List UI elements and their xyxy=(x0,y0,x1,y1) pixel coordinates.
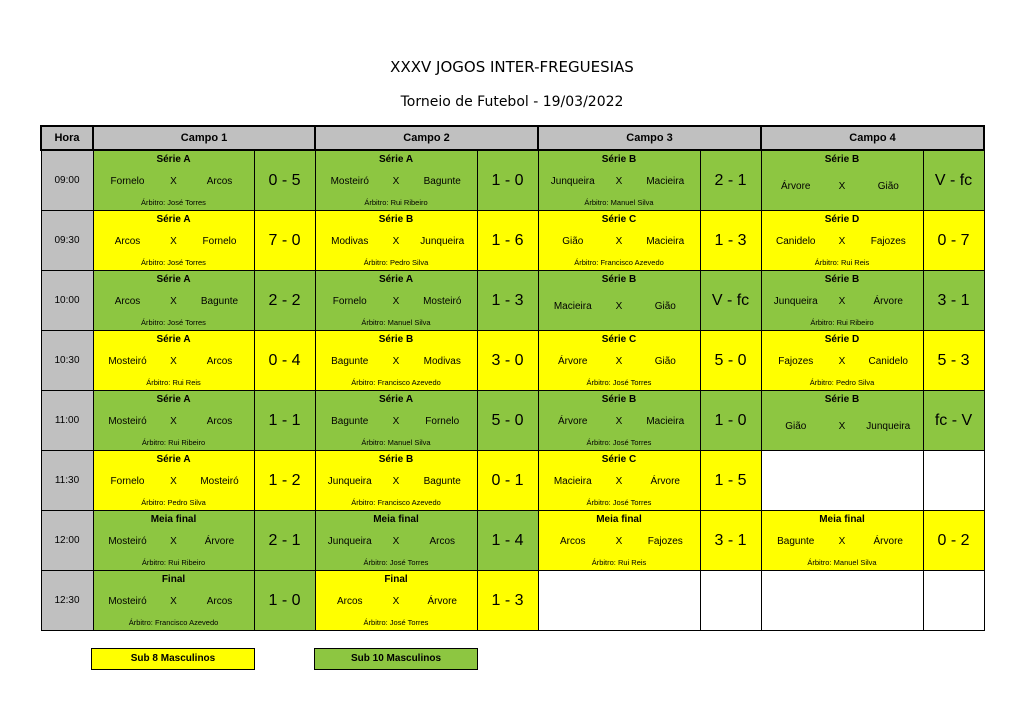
time-cell: 10:00 xyxy=(41,271,93,331)
versus-mark: X xyxy=(615,236,623,247)
versus-mark: X xyxy=(615,176,623,187)
empty-score-cell xyxy=(923,451,984,511)
match-teams xyxy=(94,476,254,488)
document-subtitle: Torneio de Futebol - 19/03/2022 xyxy=(400,94,624,110)
home-team: Junqueira xyxy=(550,176,595,187)
serie-label: Série A xyxy=(156,274,191,285)
serie-label: Meia final xyxy=(819,514,865,525)
home-team: Mosteiró xyxy=(330,176,369,187)
serie-label: Série A xyxy=(378,274,414,285)
referee-label: Árbitro: Francisco Azevedo xyxy=(574,258,664,267)
referee-label: Árbitro: Pedro Silva xyxy=(141,498,206,507)
score-cell: 0 - 4 xyxy=(254,331,315,391)
schedule-table xyxy=(40,125,985,631)
match-teams xyxy=(539,236,700,248)
game-cell xyxy=(315,271,477,331)
home-team: Bagunte xyxy=(331,356,369,367)
referee-label: Árbitro: Rui Reis xyxy=(814,258,870,267)
match-teams xyxy=(539,301,700,313)
table-row xyxy=(41,271,984,331)
referee-label: Árbitro: Francisco Azevedo xyxy=(351,498,441,507)
game-cell xyxy=(538,451,700,511)
versus-mark: X xyxy=(615,416,623,427)
match-teams xyxy=(539,356,700,368)
versus-mark: X xyxy=(170,416,177,427)
match-teams xyxy=(94,176,254,188)
score-cell: 3 - 1 xyxy=(923,271,984,331)
away-team: Modivas xyxy=(423,356,461,367)
serie-label: Meia final xyxy=(373,514,419,525)
empty-score-cell xyxy=(700,571,761,631)
game-cell xyxy=(538,271,700,331)
away-team: Bagunte xyxy=(423,176,461,187)
game-cell xyxy=(93,331,254,391)
versus-mark: X xyxy=(170,536,177,547)
match-teams xyxy=(94,296,254,308)
serie-label: Série B xyxy=(824,394,860,405)
serie-label: Série B xyxy=(601,394,637,405)
game-cell xyxy=(315,451,477,511)
serie-label: Série A xyxy=(156,214,191,225)
home-team: Arcos xyxy=(559,536,586,547)
table-row xyxy=(41,211,984,271)
versus-mark: X xyxy=(170,596,177,607)
referee-label: Árbitro: Manuel Silva xyxy=(584,198,654,207)
header-campo-4: Campo 4 xyxy=(761,126,984,150)
score-cell: 5 - 3 xyxy=(923,331,984,391)
score-cell: 1 - 3 xyxy=(477,271,538,331)
versus-mark: X xyxy=(170,476,177,487)
versus-mark: X xyxy=(392,296,400,307)
match-teams xyxy=(539,176,700,188)
versus-mark: X xyxy=(170,356,177,367)
away-team: Árvore xyxy=(204,536,235,547)
serie-label: Série A xyxy=(156,334,191,345)
versus-mark: X xyxy=(838,236,846,247)
game-cell xyxy=(93,391,254,451)
score-cell: 1 - 2 xyxy=(254,451,315,511)
versus-mark: X xyxy=(615,356,623,367)
home-team: Macieira xyxy=(553,476,592,487)
referee-label: Árbitro: Manuel Silva xyxy=(807,558,877,567)
header-campo-2: Campo 2 xyxy=(315,126,538,150)
away-team: Fornelo xyxy=(202,236,237,247)
score-cell: 2 - 1 xyxy=(254,511,315,571)
home-team: Árvore xyxy=(781,181,811,192)
serie-label: Série C xyxy=(601,334,637,345)
away-team: Mosteiró xyxy=(200,476,239,487)
schedule-body xyxy=(41,150,984,631)
document-title: XXXV JOGOS INTER-FREGUESIAS xyxy=(390,58,634,76)
time-cell: 11:00 xyxy=(41,391,93,451)
match-teams xyxy=(316,536,477,548)
match-teams xyxy=(316,476,477,488)
versus-mark: X xyxy=(392,536,400,547)
away-team: Arcos xyxy=(206,416,233,427)
serie-label: Série B xyxy=(824,274,860,285)
home-team: Modivas xyxy=(331,236,369,247)
home-team: Canidelo xyxy=(776,236,816,247)
versus-mark: X xyxy=(392,596,400,607)
score-cell: 0 - 1 xyxy=(477,451,538,511)
home-team: Mosteiró xyxy=(108,356,147,367)
referee-label: Árbitro: Rui Ribeiro xyxy=(141,558,206,567)
referee-label: Árbitro: Rui Reis xyxy=(591,558,647,567)
referee-label: Árbitro: José Torres xyxy=(586,498,652,507)
score-cell: 1 - 3 xyxy=(477,571,538,631)
table-row xyxy=(41,451,984,511)
home-team: Junqueira xyxy=(327,476,372,487)
serie-label: Série B xyxy=(378,454,414,465)
time-cell: 12:30 xyxy=(41,571,93,631)
time-cell: 12:00 xyxy=(41,511,93,571)
referee-label: Árbitro: José Torres xyxy=(141,198,206,207)
match-teams xyxy=(94,356,254,368)
match-teams xyxy=(316,416,477,428)
game-cell xyxy=(761,331,923,391)
score-cell: V - fc xyxy=(700,271,761,331)
away-team: Macieira xyxy=(646,416,685,427)
header-campo-3: Campo 3 xyxy=(538,126,761,150)
game-cell xyxy=(761,211,923,271)
versus-mark: X xyxy=(170,236,177,247)
referee-label: Árbitro: José Torres xyxy=(141,318,206,327)
away-team: Junqueira xyxy=(420,236,465,247)
referee-label: Árbitro: José Torres xyxy=(586,438,652,447)
referee-label: Árbitro: Francisco Azevedo xyxy=(128,618,219,627)
game-cell xyxy=(315,571,477,631)
versus-mark: X xyxy=(392,236,400,247)
versus-mark: X xyxy=(615,536,623,547)
versus-mark: X xyxy=(170,296,177,307)
serie-label: Série A xyxy=(378,154,414,165)
home-team: Arcos xyxy=(336,596,363,607)
legend-sub8: Sub 8 Masculinos xyxy=(91,648,255,670)
serie-label: Série D xyxy=(824,334,860,345)
match-teams xyxy=(316,176,477,188)
serie-label: Série B xyxy=(601,274,637,285)
game-cell xyxy=(315,150,477,211)
empty-game-cell xyxy=(761,451,923,511)
home-team: Arcos xyxy=(114,296,141,307)
away-team: Arcos xyxy=(429,536,456,547)
referee-label: Árbitro: José Torres xyxy=(141,258,206,267)
header-campo-1: Campo 1 xyxy=(93,126,315,150)
serie-label: Série B xyxy=(824,154,860,165)
game-cell xyxy=(315,511,477,571)
match-teams xyxy=(316,296,477,308)
score-cell: 1 - 5 xyxy=(700,451,761,511)
serie-label: Série C xyxy=(601,214,637,225)
versus-mark: X xyxy=(838,296,846,307)
serie-label: Série A xyxy=(156,154,191,165)
referee-label: Árbitro: Pedro Silva xyxy=(363,258,429,267)
home-team: Fornelo xyxy=(110,176,145,187)
home-team: Fornelo xyxy=(110,476,145,487)
table-row xyxy=(41,331,984,391)
serie-label: Série B xyxy=(378,214,414,225)
referee-label: Árbitro: Rui Ribeiro xyxy=(364,198,428,207)
time-cell: 10:30 xyxy=(41,331,93,391)
home-team: Junqueira xyxy=(327,536,372,547)
match-teams xyxy=(539,416,700,428)
home-team: Gião xyxy=(562,236,584,247)
score-cell: 1 - 6 xyxy=(477,211,538,271)
referee-label: Árbitro: José Torres xyxy=(586,378,652,387)
serie-label: Meia final xyxy=(150,514,197,525)
match-teams xyxy=(94,536,254,548)
versus-mark: X xyxy=(392,176,400,187)
home-team: Arcos xyxy=(114,236,141,247)
header-row xyxy=(41,126,984,150)
match-teams xyxy=(539,536,700,548)
versus-mark: X xyxy=(838,181,846,192)
legend-sub10: Sub 10 Masculinos xyxy=(314,648,478,670)
table-row xyxy=(41,511,984,571)
score-cell: 1 - 4 xyxy=(477,511,538,571)
time-cell: 09:00 xyxy=(41,150,93,211)
match-teams xyxy=(762,296,923,308)
score-cell: V - fc xyxy=(923,150,984,211)
referee-label: Árbitro: Rui Ribeiro xyxy=(810,318,874,327)
table-row xyxy=(41,391,984,451)
serie-label: Série D xyxy=(824,214,860,225)
away-team: Fajozes xyxy=(870,236,906,247)
serie-label: Série B xyxy=(378,334,414,345)
versus-mark: X xyxy=(392,356,400,367)
table-row xyxy=(41,150,984,211)
serie-label: Série C xyxy=(601,454,637,465)
referee-label: Árbitro: José Torres xyxy=(363,618,429,627)
game-cell xyxy=(761,271,923,331)
versus-mark: X xyxy=(170,176,177,187)
score-cell: 0 - 2 xyxy=(923,511,984,571)
score-cell: 0 - 7 xyxy=(923,211,984,271)
serie-label: Série A xyxy=(156,394,191,405)
score-cell: 2 - 1 xyxy=(700,150,761,211)
game-cell xyxy=(538,150,700,211)
serie-label: Série A xyxy=(156,454,191,465)
game-cell xyxy=(761,391,923,451)
referee-label: Árbitro: Pedro Silva xyxy=(809,378,875,387)
game-cell xyxy=(538,211,700,271)
versus-mark: X xyxy=(838,356,846,367)
game-cell xyxy=(93,571,254,631)
referee-label: Árbitro: José Torres xyxy=(363,558,429,567)
score-cell: 2 - 2 xyxy=(254,271,315,331)
away-team: Fornelo xyxy=(425,416,460,427)
match-teams xyxy=(316,236,477,248)
home-team: Junqueira xyxy=(773,296,818,307)
score-cell: 1 - 0 xyxy=(477,150,538,211)
score-cell: 0 - 5 xyxy=(254,150,315,211)
serie-label: Final xyxy=(161,574,186,585)
match-teams xyxy=(762,536,923,548)
game-cell xyxy=(761,150,923,211)
game-cell xyxy=(315,391,477,451)
match-teams xyxy=(94,596,254,608)
match-teams xyxy=(762,421,923,433)
score-cell: 1 - 1 xyxy=(254,391,315,451)
score-cell: 5 - 0 xyxy=(700,331,761,391)
game-cell xyxy=(315,331,477,391)
versus-mark: X xyxy=(615,476,623,487)
game-cell xyxy=(93,511,254,571)
referee-label: Árbitro: Manuel Silva xyxy=(361,438,431,447)
referee-label: Árbitro: Francisco Azevedo xyxy=(351,378,441,387)
versus-mark: X xyxy=(838,421,846,432)
away-team: Macieira xyxy=(646,236,685,247)
game-cell xyxy=(538,511,700,571)
score-cell: 3 - 1 xyxy=(700,511,761,571)
match-teams xyxy=(762,236,923,248)
score-cell: 7 - 0 xyxy=(254,211,315,271)
match-teams xyxy=(762,356,923,368)
referee-label: Árbitro: Rui Ribeiro xyxy=(141,438,206,447)
game-cell xyxy=(93,271,254,331)
serie-label: Série B xyxy=(601,154,637,165)
score-cell: 1 - 3 xyxy=(700,211,761,271)
versus-mark: X xyxy=(615,301,623,312)
home-team: Macieira xyxy=(553,301,592,312)
away-team: Gião xyxy=(654,356,676,367)
away-team: Bagunte xyxy=(423,476,461,487)
match-teams xyxy=(762,181,923,193)
match-teams xyxy=(94,416,254,428)
match-teams xyxy=(94,236,254,248)
away-team: Bagunte xyxy=(200,296,239,307)
away-team: Arcos xyxy=(206,176,233,187)
home-team: Mosteiró xyxy=(108,416,147,427)
away-team: Gião xyxy=(877,181,899,192)
serie-label: Série A xyxy=(378,394,414,405)
home-team: Árvore xyxy=(558,356,588,367)
referee-label: Árbitro: Manuel Silva xyxy=(361,318,431,327)
versus-mark: X xyxy=(838,536,846,547)
game-cell xyxy=(93,150,254,211)
match-teams xyxy=(316,356,477,368)
match-teams xyxy=(316,596,477,608)
away-team: Junqueira xyxy=(866,421,911,432)
away-team: Arcos xyxy=(206,356,233,367)
game-cell xyxy=(93,211,254,271)
away-team: Macieira xyxy=(646,176,685,187)
game-cell xyxy=(538,391,700,451)
away-team: Gião xyxy=(654,301,676,312)
header-hora: Hora xyxy=(41,126,93,150)
away-team: Árvore xyxy=(427,596,457,607)
game-cell xyxy=(538,331,700,391)
referee-label: Árbitro: Rui Reis xyxy=(146,378,201,387)
away-team: Árvore xyxy=(873,536,903,547)
away-team: Árvore xyxy=(650,476,680,487)
home-team: Bagunte xyxy=(777,536,815,547)
away-team: Fajozes xyxy=(647,536,683,547)
away-team: Árvore xyxy=(873,296,903,307)
empty-score-cell xyxy=(923,571,984,631)
home-team: Árvore xyxy=(558,416,588,427)
empty-game-cell xyxy=(761,571,923,631)
table-row xyxy=(41,571,984,631)
versus-mark: X xyxy=(392,476,400,487)
serie-label: Final xyxy=(384,574,408,585)
game-cell xyxy=(761,511,923,571)
home-team: Mosteiró xyxy=(108,536,147,547)
home-team: Fornelo xyxy=(332,296,367,307)
serie-label: Meia final xyxy=(596,514,642,525)
away-team: Arcos xyxy=(206,596,233,607)
game-cell xyxy=(93,451,254,511)
time-cell: 09:30 xyxy=(41,211,93,271)
score-cell: 1 - 0 xyxy=(254,571,315,631)
home-team: Gião xyxy=(785,421,807,432)
game-cell xyxy=(315,211,477,271)
score-cell: 1 - 0 xyxy=(700,391,761,451)
away-team: Mosteiró xyxy=(423,296,462,307)
time-cell: 11:30 xyxy=(41,451,93,511)
home-team: Bagunte xyxy=(331,416,369,427)
empty-game-cell xyxy=(538,571,700,631)
score-cell: 5 - 0 xyxy=(477,391,538,451)
versus-mark: X xyxy=(392,416,400,427)
away-team: Canidelo xyxy=(868,356,908,367)
home-team: Mosteiró xyxy=(108,596,147,607)
match-teams xyxy=(539,476,700,488)
score-cell: fc - V xyxy=(923,391,984,451)
score-cell: 3 - 0 xyxy=(477,331,538,391)
home-team: Fajozes xyxy=(778,356,814,367)
